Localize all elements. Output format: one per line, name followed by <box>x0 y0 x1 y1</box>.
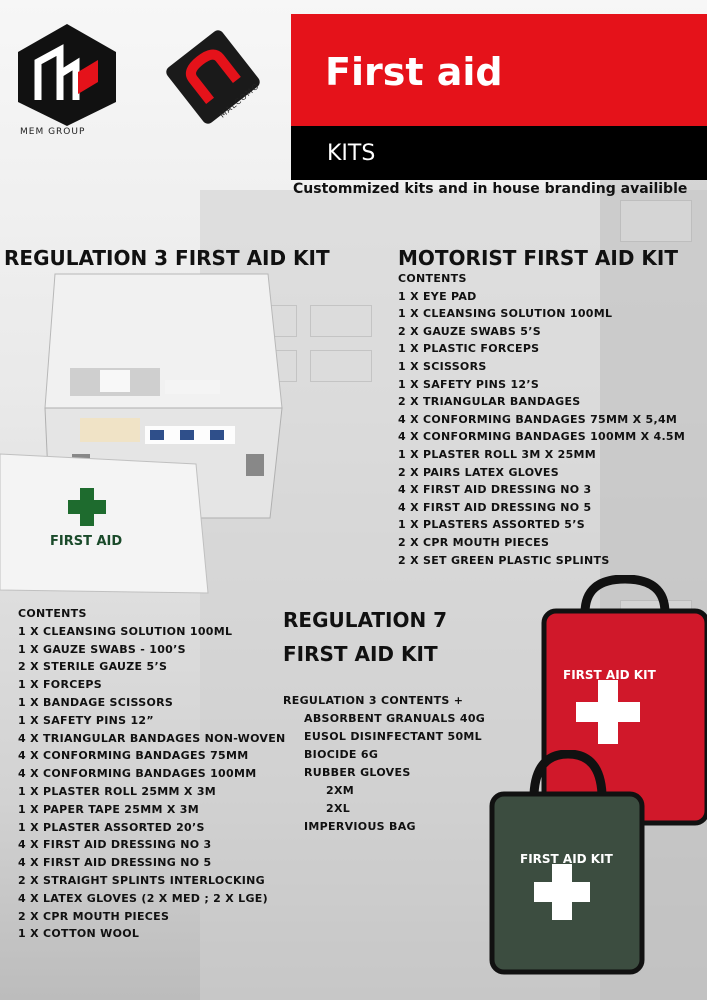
title-banner <box>291 14 707 126</box>
list-item: 2 X STERILE GAUZE 5’S <box>18 660 168 674</box>
list-item: 1 X PLASTER ROLL 25MM X 3M <box>18 784 217 798</box>
first-aid-box-label: FIRST AID <box>50 534 123 549</box>
list-item: 4 X TRIANGULAR BANDAGES NON-WOVEN <box>18 731 286 745</box>
mem-group-logo <box>14 22 120 128</box>
malcomo-logo <box>158 22 268 132</box>
list-item: 2 X STRAIGHT SPLINTS INTERLOCKING <box>18 873 265 887</box>
list-item: BIOCIDE 6G <box>304 748 379 761</box>
list-item: ABSORBENT GRANUALS 40G <box>304 712 486 725</box>
regulation-7-title-line2: FIRST AID KIT <box>283 642 438 666</box>
list-item: 4 X CONFORMING BANDAGES 75MM <box>18 749 249 763</box>
list-item: 2 X PAIRS LATEX GLOVES <box>398 465 559 479</box>
list-item: 2 X CPR MOUTH PIECES <box>18 909 170 923</box>
list-item: EUSOL DISINFECTANT 50ML <box>304 730 482 743</box>
list-item: 1 X PLASTER ASSORTED 20’S <box>18 820 205 834</box>
regulation-7-title <box>283 603 447 671</box>
malcomo-text: MALCOMO <box>217 81 262 120</box>
list-item: 1 X BANDAGE SCISSORS <box>18 695 174 709</box>
list-item: 2 X GAUZE SWABS 5’S <box>398 324 541 338</box>
list-item: 4 X FIRST AID DRESSING NO 5 <box>398 500 592 514</box>
regulation-7-intro: REGULATION 3 CONTENTS + <box>283 694 464 707</box>
motorist-contents <box>398 270 685 569</box>
tagline: Custommized kits and in house branding availible <box>293 181 688 197</box>
list-item: 1 X SAFETY PINS 12” <box>18 713 154 727</box>
list-item: 1 X COTTON WOOL <box>18 927 140 941</box>
list-item: RUBBER GLOVES <box>304 766 411 779</box>
building-window <box>310 350 372 382</box>
list-item: IMPERVIOUS BAG <box>304 820 416 833</box>
list-item: 1 X SCISSORS <box>398 359 487 373</box>
list-item: 1 X CLEANSING SOLUTION 100ML <box>398 307 613 321</box>
regulation-7-title-line1: REGULATION 7 <box>283 608 448 632</box>
green-bag-label: FIRST AID KIT <box>520 852 613 866</box>
list-item: 4 X CONFORMING BANDAGES 75MM X 5,4M <box>398 412 678 426</box>
list-item: 4 X CONFORMING BANDAGES 100MM X 4.5M <box>398 430 686 444</box>
list-item: 1 X PLASTIC FORCEPS <box>398 342 540 356</box>
list-item: 4 X FIRST AID DRESSING NO 3 <box>398 483 592 497</box>
regulation-3-kit-image <box>0 268 290 598</box>
building-window <box>310 305 372 337</box>
red-bag-label: FIRST AID KIT <box>563 668 656 682</box>
list-item: 1 X FORCEPS <box>18 678 103 692</box>
list-item: 1 X SAFETY PINS 12’S <box>398 377 540 391</box>
regulation-3-contents <box>18 605 286 943</box>
regulation-7-contents <box>283 692 485 836</box>
list-item: 1 X GAUZE SWABS - 100’S <box>18 642 186 656</box>
list-item: 1 X PAPER TAPE 25MM X 3M <box>18 802 199 816</box>
glove-size: 2XL <box>326 802 351 815</box>
contents-label: CONTENTS <box>398 272 467 285</box>
list-item: 1 X PLASTER ROLL 3M X 25MM <box>398 447 597 461</box>
contents-label: CONTENTS <box>18 607 87 620</box>
list-item: 4 X FIRST AID DRESSING NO 5 <box>18 856 212 870</box>
glove-size: 2XM <box>326 784 354 797</box>
list-item: 4 X CONFORMING BANDAGES 100MM <box>18 767 257 781</box>
list-item: 2 X SET GREEN PLASTIC SPLINTS <box>398 553 610 567</box>
banner-title: First aid <box>325 50 503 94</box>
list-item: 4 X LATEX GLOVES (2 X MED ; 2 X LGE) <box>18 891 268 905</box>
list-item: 1 X EYE PAD <box>398 289 477 303</box>
list-item: 2 X CPR MOUTH PIECES <box>398 535 550 549</box>
list-item: 1 X CLEANSING SOLUTION 100ML <box>18 624 233 638</box>
list-item: 4 X FIRST AID DRESSING NO 3 <box>18 838 212 852</box>
subtitle-banner <box>291 126 707 180</box>
building-window <box>620 200 692 242</box>
list-item: 1 X PLASTERS ASSORTED 5’S <box>398 518 585 532</box>
mem-group-text: MEM GROUP <box>20 127 86 137</box>
banner-subtitle: KITS <box>327 141 376 166</box>
motorist-title: MOTORIST FIRST AID KIT <box>398 246 678 270</box>
list-item: 2 X TRIANGULAR BANDAGES <box>398 395 581 409</box>
regulation-3-title: REGULATION 3 FIRST AID KIT <box>4 246 330 270</box>
